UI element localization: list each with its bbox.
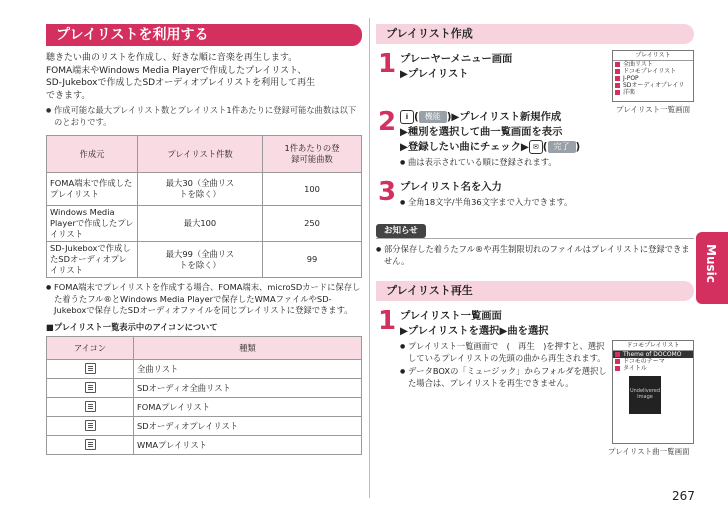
table-header: 種類 bbox=[134, 336, 362, 359]
table-row bbox=[47, 206, 362, 242]
section-title-play: プレイリスト再生 bbox=[376, 281, 694, 301]
table-cell: 99 bbox=[263, 242, 362, 278]
table-cell: 最大100 bbox=[138, 206, 263, 242]
screen-caption: プレイリスト曲一覧画面 bbox=[608, 447, 690, 456]
page-number: 267 bbox=[672, 489, 695, 503]
step-note: ● データBOXの「ミュージック」からフォルダを選択した場合は、プレイリストを再生できません。 bbox=[400, 366, 610, 389]
table-header: 作成元 bbox=[47, 136, 138, 173]
list-item: 洋楽 bbox=[613, 89, 693, 96]
foma-playlist-icon bbox=[85, 401, 96, 412]
left-column bbox=[46, 24, 362, 455]
table-header: プレイリスト件数 bbox=[138, 136, 263, 173]
step-text: プレイリスト名を入力 bbox=[400, 181, 502, 193]
create-step-2: 2 i ( 機能 )▶プレイリスト新規作成 ▶種別を選択して曲一覧画面を表示 ▶登録したい曲にチェック▶ ✉ ( 完了 ) ● 曲は表示されている順に登録されます。 bbox=[376, 110, 694, 174]
notice-label: お知らせ bbox=[376, 224, 426, 238]
table-cell: 最大99（全曲リストを除く） bbox=[138, 242, 263, 278]
table-cell: 最大30（全曲リストを除く） bbox=[138, 173, 263, 206]
list-item: Theme of DOCOMO bbox=[613, 351, 693, 358]
play-step-1 bbox=[376, 306, 610, 389]
softkey-function: 機能 bbox=[419, 111, 447, 123]
step-note: ● 曲は表示されている順に登録されます。 bbox=[400, 157, 694, 169]
intro-line: 聴きたい曲のリストを作成し、好きな順に音楽を再生します。 bbox=[46, 53, 298, 63]
table-header-row bbox=[47, 336, 362, 359]
sd-audio-playlist-icon bbox=[85, 420, 96, 431]
list-item: J-POP bbox=[613, 75, 693, 82]
limit-note: ● 作成可能な最大プレイリスト数とプレイリスト1件あたりに登録可能な曲数は以下のとおりです。 bbox=[46, 105, 362, 128]
page-title: プレイリストを利用する bbox=[46, 24, 362, 46]
table-cell: SD-Jukeboxで作成したSDオーディオプレイリスト bbox=[47, 242, 138, 278]
list-item: ドコモプレイリスト bbox=[613, 68, 693, 75]
screen-title: ドコモプレイリスト bbox=[613, 341, 693, 351]
table-row bbox=[47, 242, 362, 278]
step-text: )▶プレイリスト新規作成 bbox=[446, 111, 562, 123]
mail-key-icon: ✉ bbox=[529, 140, 543, 154]
step-text: ▶種別を選択して曲一覧画面を表示 bbox=[400, 126, 563, 138]
menu-key-icon: i bbox=[400, 110, 414, 124]
step-text: プレイリスト一覧画面 bbox=[400, 310, 502, 322]
file-note: ● FOMA端末でプレイリストを作成する場合、FOMA端末、microSDカードに保存した着うたフル®とWindows Media Playerで保存したWMAファイルやSD-Jukeboxで保存したSDオーディオファイルを同じプレイリストに登録できます。 bbox=[46, 282, 362, 317]
step-number: 1 bbox=[378, 306, 397, 336]
wma-playlist-icon bbox=[85, 439, 96, 450]
table-cell: Windows Media Playerで作成したプレイリスト bbox=[47, 206, 138, 242]
step-number: 3 bbox=[378, 177, 397, 207]
section-title-create: プレイリスト作成 bbox=[376, 24, 694, 44]
screen-caption: プレイリスト一覧画面 bbox=[616, 105, 691, 114]
step-text: ▶プレイリストを選択▶曲を選択 bbox=[400, 325, 549, 337]
create-step-3 bbox=[376, 177, 694, 214]
intro-text bbox=[46, 52, 362, 102]
table-cell: 100 bbox=[263, 173, 362, 206]
table-header-row bbox=[47, 136, 362, 173]
table-cell: 250 bbox=[263, 206, 362, 242]
table-cell: FOMAプレイリスト bbox=[134, 397, 362, 416]
side-tab bbox=[696, 232, 728, 304]
notice bbox=[376, 218, 694, 267]
table-cell: SDオーディオプレイリスト bbox=[134, 416, 362, 435]
table-cell: WMAプレイリスト bbox=[134, 435, 362, 454]
intro-line: できます。 bbox=[46, 90, 91, 101]
table-cell: 全曲リスト bbox=[134, 359, 362, 378]
table-row bbox=[47, 359, 362, 378]
table-row bbox=[47, 378, 362, 397]
intro-line: SD-Jukeboxで作成したSDオーディオプレイリストを利用して再生 bbox=[46, 78, 316, 88]
notice-text: ● 部分保存した着うたフル®や再生制限切れのファイルはプレイリストに登録できません。 bbox=[376, 244, 694, 267]
playlist-song-screen bbox=[612, 340, 694, 444]
table-row bbox=[47, 435, 362, 454]
list-item: ドコモのテーマ bbox=[613, 358, 693, 365]
intro-line: FOMA端末やWindows Media Playerで作成したプレイリスト、 bbox=[46, 65, 307, 76]
sd-audio-all-songs-icon bbox=[85, 382, 96, 393]
side-tab-label: Music bbox=[704, 244, 718, 283]
list-item: タイトル bbox=[613, 365, 693, 372]
undelivered-image: Undelivered Image bbox=[629, 376, 661, 414]
column-divider bbox=[369, 18, 370, 498]
icon-table bbox=[46, 336, 362, 455]
list-item: SDオーディオプレイリ bbox=[613, 82, 693, 89]
step-note: ● プレイリスト一覧画面で ( 再生 )を押すと、選択しているプレイリストの先頭の曲から再生されます。 bbox=[400, 341, 610, 364]
table-header: アイコン bbox=[47, 336, 134, 359]
step-number: 1 bbox=[378, 49, 397, 79]
table-header: 1件あたりの登録可能曲数 bbox=[263, 136, 362, 173]
screen-title: プレイリスト bbox=[613, 51, 693, 61]
step-text: ▶プレイリスト bbox=[400, 68, 469, 80]
step-number: 2 bbox=[378, 107, 397, 137]
table-cell: FOMA端末で作成したプレイリスト bbox=[47, 173, 138, 206]
step-text: ▶登録したい曲にチェック▶ bbox=[400, 141, 529, 153]
table-row bbox=[47, 173, 362, 206]
all-songs-list-icon bbox=[85, 363, 96, 374]
icon-list-heading: ■プレイリスト一覧表示中のアイコンについて bbox=[46, 321, 218, 332]
step-note: ● 全角18文字/半角36文字まで入力できます。 bbox=[400, 197, 694, 209]
table-row bbox=[47, 416, 362, 435]
playlist-list-screen bbox=[612, 50, 694, 102]
softkey-done: 完了 bbox=[548, 141, 576, 153]
list-item: 全曲リスト bbox=[613, 61, 693, 68]
limit-table bbox=[46, 135, 362, 278]
table-cell: SDオーディオ全曲リスト bbox=[134, 378, 362, 397]
step-text: プレーヤーメニュー画面 bbox=[400, 53, 513, 65]
table-row bbox=[47, 397, 362, 416]
